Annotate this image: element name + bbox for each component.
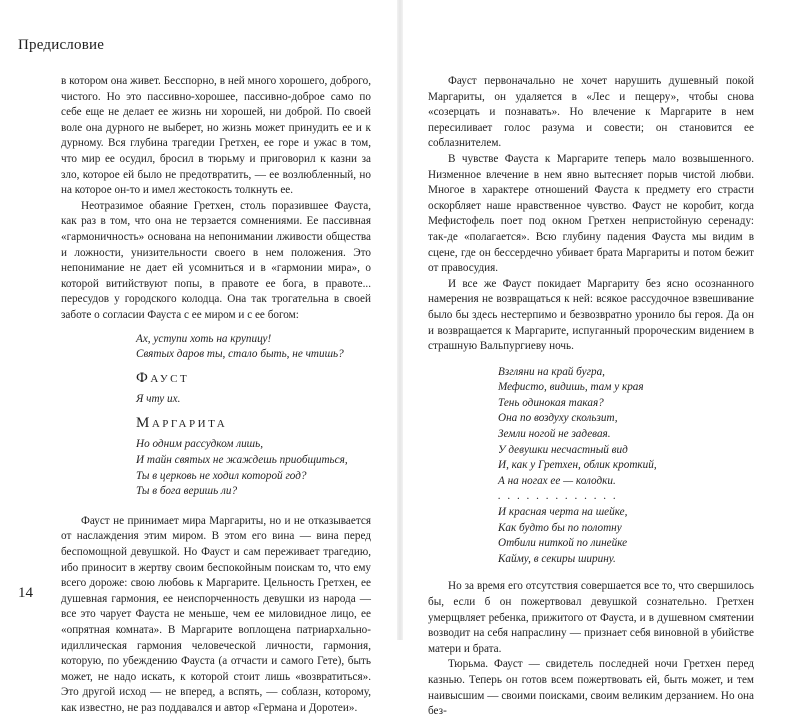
verse-line: И красная черта на шейке,: [498, 506, 628, 519]
speaker-faust: Фауст: [136, 369, 190, 386]
verse-line: Отбили ниткой по линейке: [498, 537, 628, 550]
running-head: Предисловие: [18, 37, 105, 53]
speaker-margarita: Маргарита: [136, 414, 228, 431]
verse-line: Мефисто, видишь, там у края: [498, 381, 644, 394]
left-paragraph-3: Фауст не принимает мира Маргариты, но и не отказывается от наслаждения этим миром. В этом его вина — вина перед беспомощной девушкой. Но Фауст и сам переживает трагедию, ибо приносит в жертву своим беспокойным поискам то, что ему всего дороже: свою любовь к Маргарите. Цельность Гретхен, ее душевная гармония, ее неиспорченность девушки из народа — все это чарует Фауста не меньше, чем ее миловидное лицо, ее «опрятная комната». В Маргарите воплощена патриархально-идиллическая гармония человеческой личности, гармония, которую, по убеждению Фауста (а отчасти и самого Гете), быть может, не надо искать, к которой стоит лишь «возвратиться». Это другой исход — не вперед, а вспять, — соблазн, которому, как известно, не раз поддавался и автор «Германа и Доротеи».: [61, 514, 371, 714]
verse-line: А на ногах ее — колодки.: [498, 474, 616, 487]
verse-line: Взгляни на край бугра,: [498, 365, 605, 378]
right-paragraph-3: И все же Фауст покидает Маргариту без ясно осознанного намерения не возвращаться к ней: всякое рассудочное взвешивание было бы здесь нестерпимо и безвозвратно уронило бы героя. Да он и возвращается к Маргарите, испуганный пророческим видением в страшную Вальпургиеву ночь.: [428, 277, 754, 353]
verse-line: Святых даров ты, стало быть, не чтишь?: [136, 348, 344, 361]
page-number: 14: [18, 585, 33, 601]
verse-block-1: [61, 332, 371, 363]
verse-line: У девушки несчастный вид: [498, 443, 628, 456]
verse-line: И, как у Гретхен, облик кроткий,: [498, 459, 657, 472]
verse-line: Тень одинокая такая?: [498, 396, 604, 409]
right-paragraph-4: Но за время его отсутствия совершается все то, что свершилось бы, если б он пожертвовал девушкой сознательно. Гретхен умерщвляет ребенка, прижитого от Фауста, и в душевном смятении возводит на себя напраслину — признает себя виновной в убийстве матери и брата.: [428, 580, 754, 655]
right-paragraph-1: Фауст первоначально не хочет нарушить душевный покой Маргариты, он удаляется в «Лес и пещеру», чтобы снова «созерцать и познавать». Но влечение к Маргарите в нем пересиливает голос разума и совести; он становится ее соблазнителем.: [428, 75, 754, 150]
verse-block-3: [428, 365, 754, 568]
verse-line: Как будто бы по полотну: [498, 521, 622, 534]
verse-line: Она по воздуху скользит,: [498, 412, 618, 425]
verse-ellipsis: . . . . . . . . . . . . .: [498, 490, 618, 503]
right-paragraph-2: В чувстве Фауста к Маргарите теперь мало возвышенного. Низменное влечение в нем явно вытесняет порыв чистой любви. Многое в характере отношений Фауста к предмету его страсти оскорбляет наше нравственное чувство. Фауст не коробит, когда Мефистофель поет под окном Гретхен непристойную серенаду: так-де «полагается». Всю глубину падения Фауста мы видим в сцене, где он бессердечно убивает брата Маргариты и потом бежит от правосудия.: [428, 152, 754, 275]
verse-line: Ах, уступи хоть на крупицу!: [136, 332, 272, 345]
verse-line: Кайму, в секиры ширину.: [498, 552, 616, 565]
verse-line: Земли ногой не задевая.: [498, 428, 611, 441]
verse-line: Ты в бога веришь ли?: [136, 485, 238, 498]
faust-line: Я чту их.: [136, 393, 181, 406]
left-paragraph-2: Неотразимое обаяние Гретхен, столь поразившее Фауста, как раз в том, что она не терзается сомнениями. Ее пассивная «гармоничность» основана на непонимании лживости общества и ложности, унизительности своего в нем положения. Это непонимание не дает ей усомниться и в «гармонии мира», о которой витийствуют попы, в правоте ее бога, в правоте... пересудов у городского колодца. Она так трогательна в своей заботе о согласии Фауста с ее миром и с ее богом:: [61, 199, 371, 321]
verse-block-2: [61, 437, 371, 499]
right-column: [428, 74, 754, 720]
left-column: [61, 74, 371, 717]
book-gutter: [397, 0, 403, 640]
left-paragraph-1: в котором она живет. Бесспорно, в ней много хорошего, доброго, чистого. Но это пассивно-хорошее, пассивно-доброе само по себе еще не делает ее жизнь ни хорошей, ни доброй. По своей воле она дурного не выберет, но жизнь может принудить ее и к дурному. Вся глубина трагедии Гретхен, ее горе и ужас в том, что мир ее осудил, бросил в тюрьму и приговорил к казни за зло, которое ей было не предотвратить, — ее возлюбленный, но на которое он-то и имел жестокость толкнуть ее.: [61, 75, 371, 197]
verse-line: И тайн святых не жаждешь приобщиться,: [136, 454, 348, 467]
verse-line: Но одним рассудком лишь,: [136, 438, 264, 451]
right-paragraph-5: Тюрьма. Фауст — свидетель последней ночи Гретхен перед казнью. Теперь он готов всем пожертвовать ей, быть может, и тем наивысшим — своими поисками, своим великим дерзанием. Но она без-: [428, 658, 754, 718]
verse-line: Ты в церковь не ходил которой год?: [136, 469, 307, 482]
